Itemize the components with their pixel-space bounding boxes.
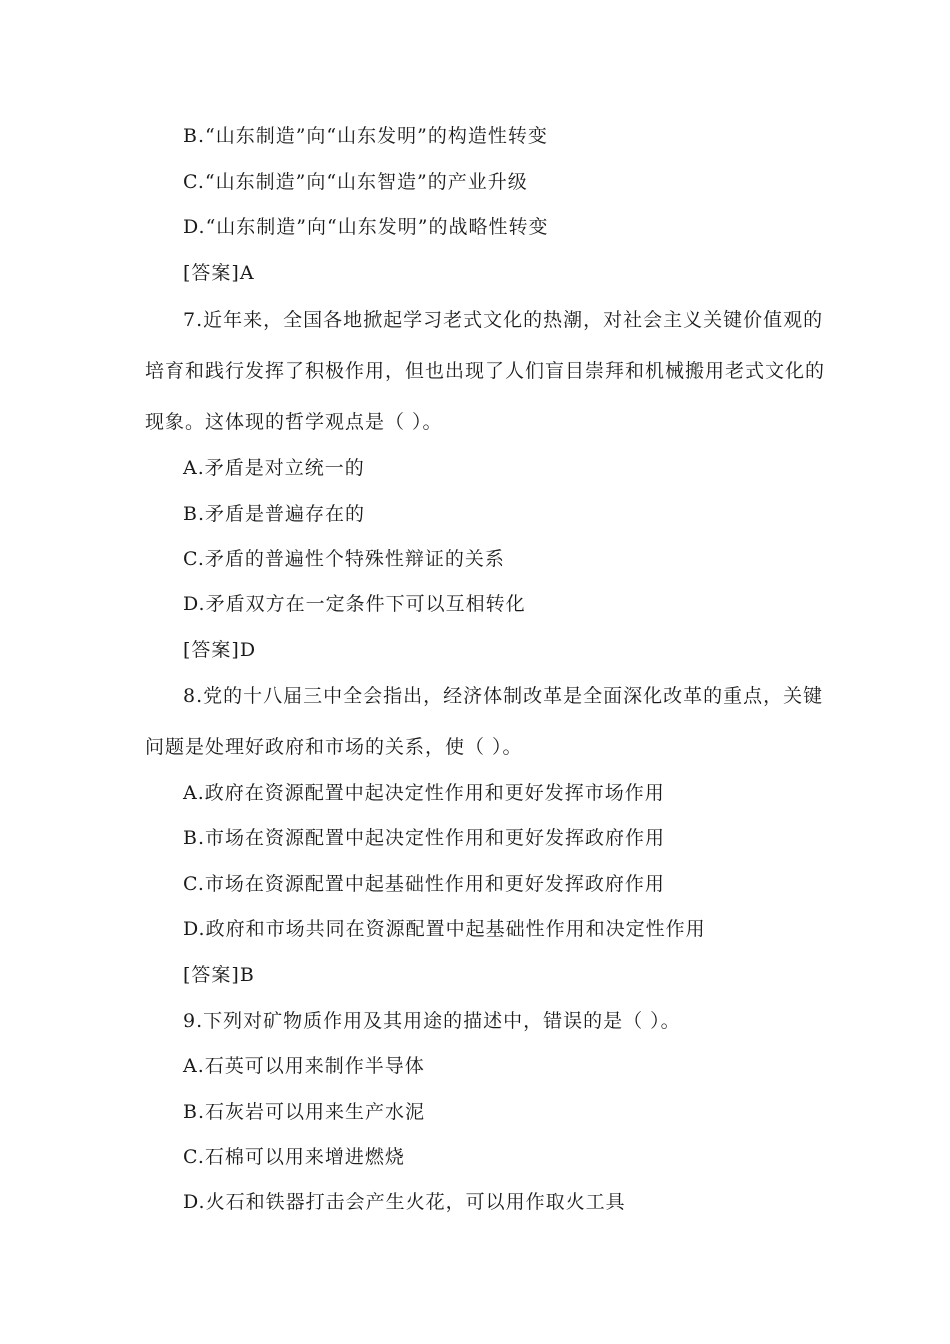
q8-answer: [答案]B	[183, 964, 255, 986]
q7-option-a: A.矛盾是对立统一的	[183, 457, 365, 479]
q7-option-d: D.矛盾双方在一定条件下可以互相转化	[183, 593, 526, 615]
q9-option-b: B.石灰岩可以用来生产水泥	[183, 1101, 426, 1123]
q8-option-d: D.政府和市场共同在资源配置中起基础性作用和决定性作用	[183, 918, 706, 940]
q8-option-b: B.市场在资源配置中起决定性作用和更好发挥政府作用	[183, 827, 666, 849]
q8-option-c: C.市场在资源配置中起基础性作用和更好发挥政府作用	[183, 873, 665, 895]
q7-stem-line1: 7.近年来，全国各地掀起学习老式文化的热潮，对社会主义关键价值观的	[183, 309, 824, 331]
q8-stem-line1: 8.党的十八届三中全会指出，经济体制改革是全面深化改革的重点，关键	[183, 685, 824, 707]
q9-option-d: D.火石和铁器打击会产生火花，可以用作取火工具	[183, 1191, 626, 1213]
q7-stem-line3: 现象。这体现的哲学观点是（ ）。	[145, 411, 443, 433]
q7-stem-line2: 培育和践行发挥了积极作用，但也出现了人们盲目崇拜和机械搬用老式文化的	[145, 360, 826, 382]
q9-stem-line1: 9.下列对矿物质作用及其用途的描述中，错误的是（ ）。	[183, 1010, 681, 1032]
q9-option-c: C.石棉可以用来增进燃烧	[183, 1146, 405, 1168]
q6-option-b: B.“山东制造”向“山东发明”的构造性转变	[183, 125, 548, 147]
q8-option-a: A.政府在资源配置中起决定性作用和更好发挥市场作用	[183, 782, 665, 804]
q7-answer: [答案]D	[183, 639, 257, 661]
q6-option-c: C.“山东制造”向“山东智造”的产业升级	[183, 171, 528, 193]
q8-stem-line2: 问题是处理好政府和市场的关系，使（ ）。	[145, 736, 523, 758]
q6-option-d: D.“山东制造”向“山东发明”的战略性转变	[183, 216, 549, 238]
q7-option-c: C.矛盾的普遍性个特殊性辩证的关系	[183, 548, 505, 570]
q9-option-a: A.石英可以用来制作半导体	[183, 1055, 425, 1077]
q7-option-b: B.矛盾是普遍存在的	[183, 503, 366, 525]
q6-answer: [答案]A	[183, 262, 255, 284]
